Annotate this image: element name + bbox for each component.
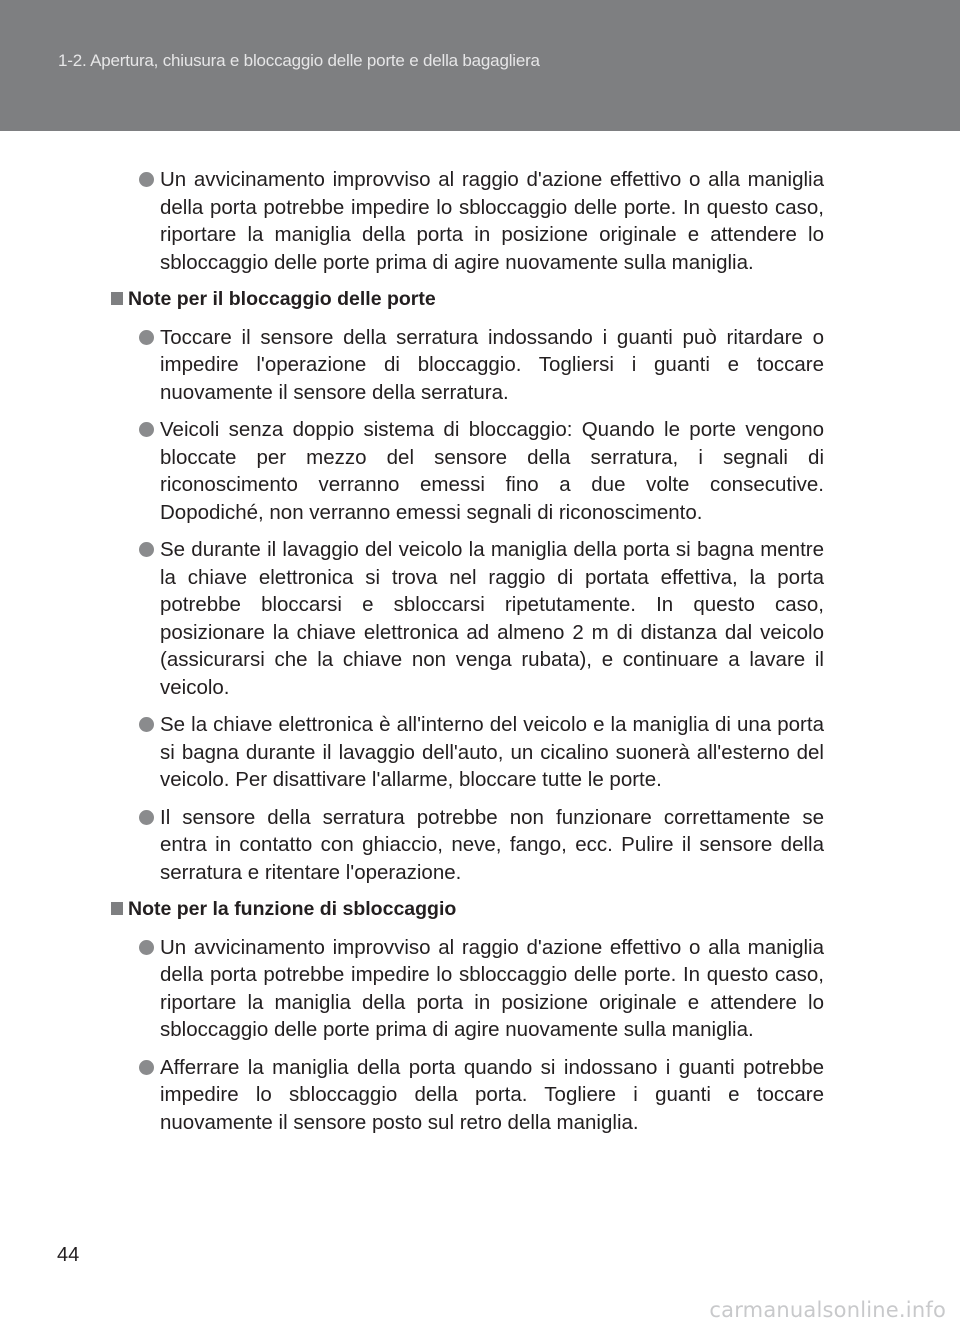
- list-item: [128, 711, 824, 794]
- list-item: [128, 166, 824, 276]
- bullet-dot-icon: [139, 330, 154, 345]
- list-item: [128, 536, 824, 701]
- bullet-dot-icon: [139, 422, 154, 437]
- section-heading-text: Note per il bloccaggio delle porte: [128, 288, 436, 310]
- list-item-text: Afferrare la maniglia della porta quando si indossano i guanti potrebbe impedire lo sbloccaggio della porta. Togliere i guanti e toccare nuovamente il sensore posto sul retro della maniglia.: [160, 1055, 824, 1134]
- list-item: [128, 416, 824, 526]
- square-bullet-icon: [111, 292, 123, 305]
- bullet-dot-icon: [139, 172, 154, 187]
- list-item-text: Un avvicinamento improvviso al raggio d'azione effettivo o alla maniglia della porta potrebbe impedire lo sbloccaggio delle porte. In questo caso, riportare la maniglia della porta in posizione originale e attendere lo sbloccaggio delle porte prima di agire nuovamente sulla maniglia.: [160, 168, 824, 274]
- main-content: [128, 166, 824, 1146]
- section-heading-text: Note per la funzione di sbloccaggio: [128, 898, 457, 920]
- list-item-text: Un avvicinamento improvviso al raggio d'azione effettivo o alla maniglia della porta potrebbe impedire lo sbloccaggio delle porte. In questo caso, riportare la maniglia della porta in posizione originale e attendere lo sbloccaggio delle porte prima di agire nuovamente sulla maniglia.: [160, 935, 824, 1041]
- list-item-text: Veicoli senza doppio sistema di bloccaggio: Quando le porte vengono bloccate per mezzo del sensore della serratura, i segnali di riconoscimento verranno emessi fino a due volte consecutive. Dopodiché, non verranno emessi segnali di riconoscimento.: [160, 418, 824, 524]
- bullet-dot-icon: [139, 1060, 154, 1075]
- list-item: [128, 324, 824, 407]
- running-header-title: 1-2. Apertura, chiusura e bloccaggio delle porte e della bagagliera: [58, 51, 540, 70]
- section-heading-unlocking: [111, 896, 824, 924]
- bullet-dot-icon: [139, 940, 154, 955]
- list-item: [128, 934, 824, 1044]
- list-item-text: Il sensore della serratura potrebbe non funzionare correttamente se entra in contatto con ghiaccio, neve, fango, ecc. Pulire il sensore della serratura e ritentare l'operazione.: [160, 805, 824, 884]
- list-item-text: Se durante il lavaggio del veicolo la maniglia della porta si bagna mentre la chiave elettronica si trova nel raggio di portata effettiva, la porta potrebbe bloccarsi e sbloccarsi ripetutamente. In questo caso, posizionare la chiave elettronica ad almeno 2 m di distanza dal veicolo (assicurarsi che la chiave non venga rubata), e continuare a lavare il veicolo.: [160, 538, 824, 699]
- watermark: carmanualsonline.info: [709, 1298, 946, 1322]
- bullet-dot-icon: [139, 542, 154, 557]
- list-item-text: Se la chiave elettronica è all'interno del veicolo e la maniglia di una porta si bagna durante il lavaggio dell'auto, un cicalino suonerà all'esterno del veicolo. Per disattivare l'allarme, bloccare tutte le porte.: [160, 713, 824, 791]
- list-item-text: Toccare il sensore della serratura indossando i guanti può ritardare o impedire l'operazione di bloccaggio. Togliersi i guanti e toccare nuovamente il sensore della serratura.: [160, 325, 824, 404]
- list-item: [128, 1054, 824, 1137]
- square-bullet-icon: [111, 902, 123, 915]
- list-item: [128, 804, 824, 887]
- bullet-dot-icon: [139, 717, 154, 732]
- bullet-dot-icon: [139, 810, 154, 825]
- page-number: 44: [57, 1244, 80, 1266]
- section-heading-locking: [111, 286, 824, 314]
